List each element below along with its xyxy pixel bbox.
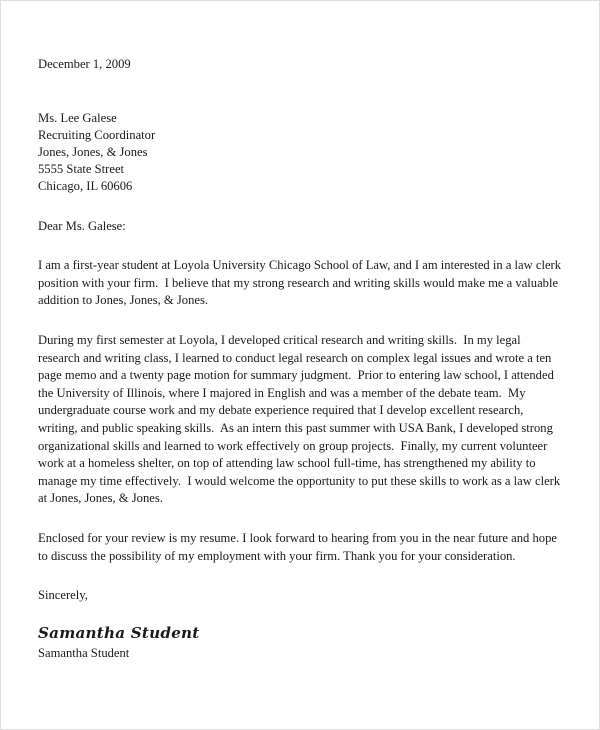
recipient-title: Recruiting Coordinator: [38, 127, 156, 142]
salutation-block: [38, 218, 565, 236]
letter-date: December 1, 2009: [38, 57, 131, 71]
recipient-name: Ms. Lee Galese: [38, 110, 117, 125]
typed-signature-name: Samantha Student: [38, 645, 130, 660]
recipient-organization: Jones, Jones, & Jones: [38, 145, 148, 159]
letter-body: [38, 56, 565, 662]
salutation: Dear Ms. Galese:: [38, 218, 126, 233]
paragraph-qualifications: During my first semester at Loyola, I developed critical research and writing skills. In my legal research and writing class, I learned to conduct legal research on complex legal issues and wrote a ten page memo and a twenty page motion for summary judgment. Prior to entering law school, I attended the University of Illinois, where I majored in English and was a member of the debate team. My undergraduate course work and my debate experience required that I develop excellent research, writing, and public speaking skills. As an intern this past summer with USA Bank, I developed strong organizational skills and learned to work effectively on group projects. Finally, my current volunteer work at a homeless shelter, on top of attending law school full-time, has strengthened my ability to manage my time effectively. I would welcome the opportunity to put these skills to work as a law clerk at Jones, Jones, & Jones.: [38, 332, 564, 506]
handwritten-signature: Samantha Student: [38, 623, 200, 642]
date-block: [38, 56, 565, 74]
closing-salutation: Sincerely,: [38, 588, 88, 603]
paragraph-intro: I am a first-year student at Loyola University Chicago School of Law, and I am interested in a law clerk position with your firm. I believe that my strong research and writing skills would make me a valuable addition to Jones, Jones, & Jones.: [38, 258, 565, 308]
signature-block: [38, 587, 565, 662]
recipient-address-block: [38, 110, 565, 196]
recipient-city-state-zip: Chicago, IL 60606: [38, 179, 133, 194]
paragraph-closing: Enclosed for your review is my resume. I look forward to hearing from you in the near future and hope to discuss the possibility of my employment with your firm. Thank you for your consideration.: [38, 530, 561, 563]
recipient-street: 5555 State Street: [38, 162, 125, 177]
letter-paragraphs: [38, 257, 565, 565]
